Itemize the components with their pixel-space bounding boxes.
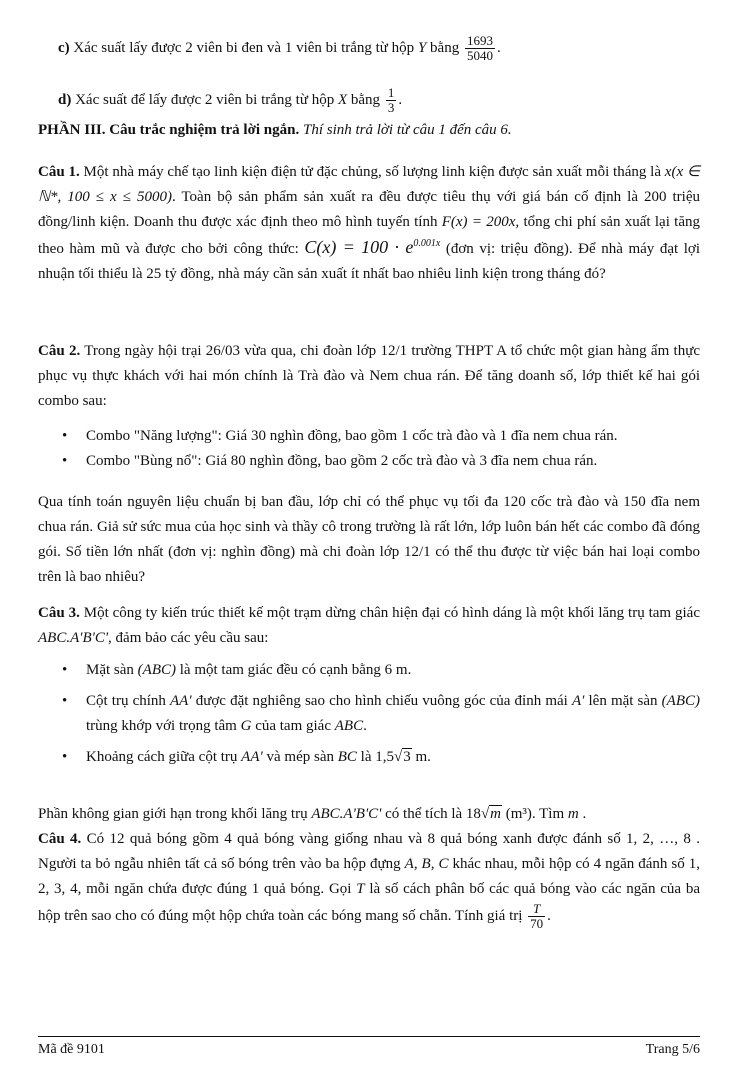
page-footer <box>38 1036 700 1058</box>
q2-combo-list <box>38 424 700 474</box>
part-d-text: Xác suất để lấy được 2 viên bi trắng từ hộp <box>71 91 338 108</box>
exam-code: Mã đề 9101 <box>38 1042 105 1057</box>
question-3: Câu 3. Một công ty kiến trúc thiết kế một trạm dừng chân hiện đại có hình dáng là một khối lăng trụ tam giác ABC.A'B'C', đảm bảo các yêu cầu sau: <box>38 605 700 646</box>
page-number: Trang 5/6 <box>645 1042 700 1057</box>
q1-label: Câu 1. <box>38 164 80 180</box>
part-d-text2: bằng <box>347 91 384 108</box>
question-2-body: Qua tính toán nguyên liệu chuẩn bị ban đầu, lớp chỉ có thể phục vụ tối đa 120 cốc trà đào và 150 đĩa nem chua rán. Giả sử sức mua của học sinh và thầy cô trong trường là rất lớn, lớp luôn bán hết các combo đã đóng gói. Số tiền lớn nhất (đơn vị: nghìn đồng) mà chi đoàn lớp 12/1 có thể thu được từ việc bán hai loại combo trên là bao nhiêu? <box>38 494 700 585</box>
q1-domain: x(x ∈ ℕ*, 100 ≤ x ≤ 5000) <box>38 164 700 205</box>
part-d: d) Xác suất để lấy được 2 viên bi trắng từ hộp X bằng $\frac{1}{3}$ . <box>58 85 403 115</box>
part-c: c) Xác suất lấy được 2 viên bi đen và 1 viên bi trắng từ hộp Y bằng $\frac{1693}{5040}$ . <box>58 33 501 63</box>
part-c-text2: bằng <box>426 39 463 56</box>
q2-label: Câu 2. <box>38 343 81 359</box>
question-4: Câu 4. Có 12 quả bóng gồm 4 quả bóng vàng giống nhau và 8 quả bóng xanh được đánh số 1, 2, …, 8 . Người ta bỏ ngẫu nhiên tất cả số bóng trên vào ba hộp đựng A, B, C khác nhau, mỗi hộp có 4 ngăn đánh số 1, 2, 3, 4, mỗi ngăn chứa được đúng 1 quả bóng. Gọi T là số cách phân bố các quả bóng vào các ngăn của ba hộp trên sao cho có đúng một hộp chứa toàn các bóng mang số chẵn. Tính giá trị $\frac{T}{70}$ . <box>38 831 700 931</box>
part-c-text: Xác suất lấy được 2 viên bi đen và 1 viên bi trắng từ hộp <box>69 39 418 56</box>
part3-instruction: Thí sinh trả lời từ câu 1 đến câu 6. <box>299 122 512 138</box>
fraction-1-3: $\frac{1}{3}$ <box>387 85 395 115</box>
q1-cost: $C(x) = 100 \cdot e^{0.001x}$ <box>304 237 441 257</box>
list-item: • Khoảng cách giữa cột trụ AA′ và mép sàn BC là 1,5√3 m. <box>62 749 431 765</box>
part-c-var: Y <box>417 39 427 56</box>
q3-requirement-list <box>38 658 700 770</box>
list-item: • Mặt sàn (ABC) là một tam giác đều có cạnh bằng 6 m. <box>62 662 412 678</box>
question-2: Câu 2. Trong ngày hội trại 26/03 vừa qua, chi đoàn lớp 12/1 trường THPT A tổ chức một gian hàng ẩm thực phục vụ thực khách với hai món chính là Trà đào và Nem chua rán. Để tăng doanh số, lớp thiết kế hai gói combo sau: <box>38 343 700 409</box>
fraction-t-70: $\frac{T}{70}$ <box>530 901 544 931</box>
q1-revenue: F(x) = 200x, <box>441 214 520 230</box>
question-1: Câu 1. Một nhà máy chế tạo linh kiện điện tử đặc chủng, số lượng linh kiện được sản xuất mỗi tháng là x(x ∈ ℕ*, 100 ≤ x ≤ 5000). Toàn bộ sản phẩm sản xuất ra đều được tiêu thụ với giá bán cố định là 200 triệu đồng/linh kiện. Doanh thu được xác định theo mô hình tuyến tính F(x) = 200x, tổng chi phí sản xuất lại tăng theo hàm mũ và được cho bởi công thức: $C(x) = 100 \cdot e^{0.001x}$ (đơn vị: triệu đồng). Để nhà máy đạt lợi nhuận tối thiểu là 25 tỷ đồng, nhà máy cần sản xuất ít nhất bao nhiêu linh kiện trong tháng đó? <box>38 164 701 282</box>
list-item: • Combo "Năng lượng": Giá 30 nghìn đồng, bao gồm 1 cốc trà đào và 1 đĩa nem chua rán. <box>62 428 618 444</box>
part-c-label: c) <box>58 39 70 56</box>
q4-label: Câu 4. <box>38 831 82 847</box>
question-3-end: Phần không gian giới hạn trong khối lăng trụ ABC.A'B'C' có thể tích là 18√m (m³). Tìm m . <box>38 806 587 822</box>
part3-title: PHẦN III. Câu trắc nghiệm trả lời ngắn. <box>38 122 300 138</box>
fraction-1693-5040: $\frac{1693}{5040}$ <box>466 33 493 63</box>
part-d-label: d) <box>58 91 72 108</box>
list-item: • Combo "Bùng nổ": Giá 80 nghìn đồng, bao gồm 2 cốc trà đào và 3 đĩa nem chua rán. <box>62 453 598 469</box>
part3-heading <box>38 118 700 143</box>
q3-label: Câu 3. <box>38 605 80 621</box>
part-d-var: X <box>337 91 348 108</box>
list-item: • Cột trụ chính AA′ được đặt nghiêng sao cho hình chiếu vuông góc của đỉnh mái A′ lên mặt sàn (ABC) trùng khớp với trọng tâm G của tam giác ABC. <box>62 693 700 734</box>
